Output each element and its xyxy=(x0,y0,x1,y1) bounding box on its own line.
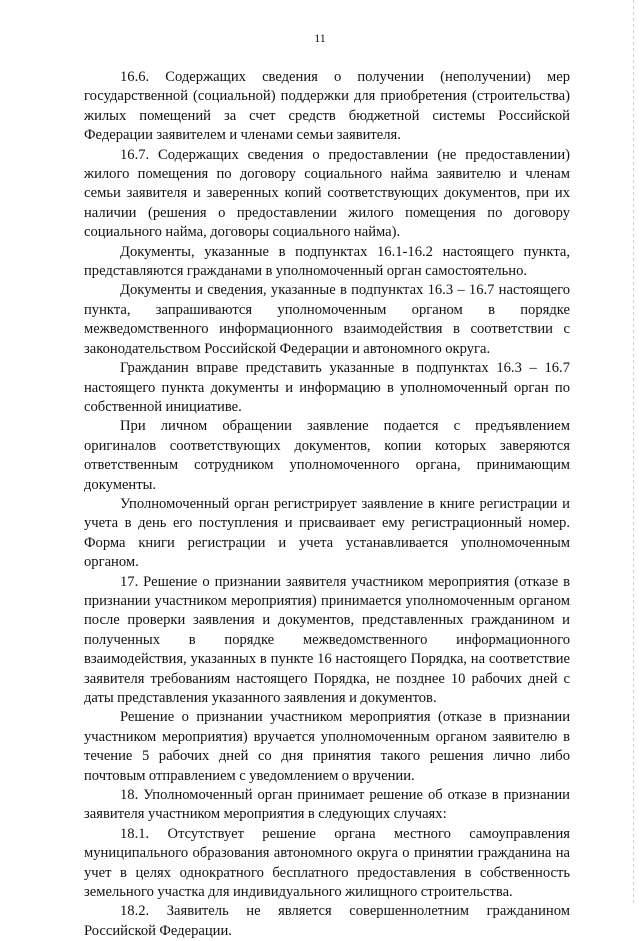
paragraph-16-6: 16.6. Содержащих сведения о получении (неполучении) мер государственной (социальной) поддержки для приобретения (строительства) жилых помещений за счет средств бюджетной системы Российской Федерации заявителем и членами семьи заявителя. xyxy=(84,69,570,144)
paragraph-citizen-right: Гражданин вправе представить указанные в подпунктах 16.3 – 16.7 настоящего пункта документы и информацию в уполномоченный орган по собственной инициативе. xyxy=(84,360,570,415)
page-number: 11 xyxy=(314,31,326,45)
paragraph-18-2: 18.2. Заявитель не является совершеннолетним гражданином Российской Федерации. xyxy=(84,903,570,939)
paragraph-personal-appeal: При личном обращении заявление подается с предъявлением оригиналов соответствующих документов, копии которых заверяются ответственным сотрудником уполномоченного органа, принимающим документы. xyxy=(84,418,570,493)
paragraph-documents-self: Документы, указанные в подпунктах 16.1-16.2 настоящего пункта, представляются гражданами в уполномоченный орган самостоятельно. xyxy=(84,243,570,280)
paragraph-registration: Уполномоченный орган регистрирует заявление в книге регистрации и учета в день его поступления и присваивает ему регистрационный номер. Форма книги регистрации и учета устанавливается уполномоченным органом. xyxy=(84,495,570,571)
scan-edge-line xyxy=(633,0,634,905)
paragraph-17: 17. Решение о признании заявителя участником мероприятия (отказе в признании участником мероприятия) принимается уполномоченным органом после проверки заявления и документов, представленных гражданином и полученных в порядке межведомственного информационного взаимодействия, указанных в пункте 16 настоящего Порядка, на соответствие заявителя требованиям настоящего Порядка, не позднее 10 рабочих дней с даты представления указанного заявления и документов. xyxy=(84,573,570,706)
paragraph-documents-requested: Документы и сведения, указанные в подпунктах 16.3 – 16.7 настоящего пункта, запрашиваются уполномоченным органом в порядке межведомственного информационного взаимодействия в соответствии с законодательством Российской Федерации и автономного округа. xyxy=(84,282,570,357)
paragraph-decision-delivery: Решение о признании участником мероприятия (отказе в признании участником мероприятия) вручается уполномоченным органом заявителю в течение 5 рабочих дней со дня принятия такого решения лично либо почтовым отправлением с уведомлением о вручении. xyxy=(84,709,570,784)
paragraph-16-7: 16.7. Содержащих сведения о предоставлении (не предоставлении) жилого помещения по договору социального найма заявителю и членам семьи заявителя и заверенных копий соответствующих документов, при их наличии (решения о предоставлении жилого помещения по договору социального найма, договоры социального найма). xyxy=(84,146,570,241)
document-body xyxy=(84,68,570,941)
paragraph-18: 18. Уполномоченный орган принимает решение об отказе в признании заявителя участником мероприятия в следующих случаях: xyxy=(84,787,570,823)
paragraph-18-1: 18.1. Отсутствует решение органа местного самоуправления муниципального образования автономного округа о принятии гражданина на учет в целях однократного бесплатного предоставления в собственность земельного участка для индивидуального жилищного строительства. xyxy=(84,825,570,901)
